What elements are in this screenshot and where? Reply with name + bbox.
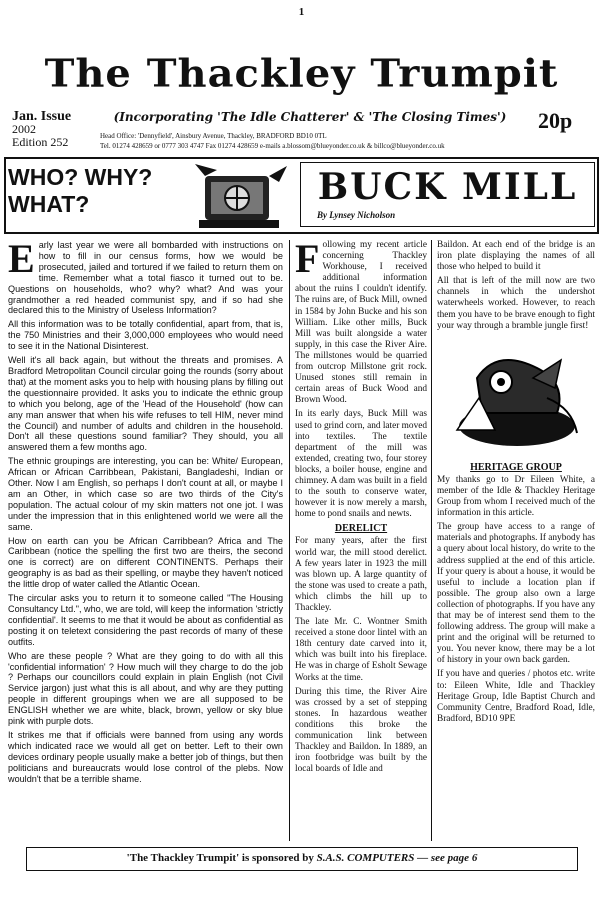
sponsor-paper-name: 'The Thackley Trumpit' bbox=[126, 852, 240, 864]
subtitle: (Incorporating 'The Idle Chatterer' & 'The Closing Times') bbox=[113, 110, 507, 124]
paragraph: All this information was to be totally confidential, apart from, that is, the 750 Ministries and their 3,000,000 employees who would need to see it in the National Disinterest. bbox=[8, 319, 283, 352]
sponsor-text: is sponsored by bbox=[241, 852, 314, 864]
headline-who-why-what bbox=[8, 164, 188, 218]
column-divider bbox=[431, 240, 432, 841]
paragraph-text: ollowing my recent article concerning Thackley Workhouse, I received additional information about the ruins I couldn't identify. The ruins are, of Buck Mill, owned in 1584 by John Bucke and his son William. Like other mills, Buck Mill was built alongside a water supply, in this case the River Aire. The millstones would be quarried from outcrop Millstone grit rock. Unused stones still remain in certain areas of Buck Wood and Brown Wood. bbox=[295, 240, 427, 406]
paragraph: All that is left of the mill now are two channels in which the undershot waterwheels worked. However, to reach them you have to be brave enough to fight your way through a bramble jungle first! bbox=[437, 276, 595, 331]
paragraph: For many years, after the first world war, the mill stood derelict. A few years later in 1923 the mill was blown up. A large quantity of the stone was used to create a path, which climbs the hill up to Thackley. bbox=[295, 536, 427, 613]
masthead-title: The Thackley Trumpit bbox=[44, 51, 559, 96]
paragraph: The late Mr. C. Wontner Smith received a stone door lintel with an 18th century date carved into it, which was built into his fireplace. He was in charge of Esholt Sewage Works at the time. bbox=[295, 617, 427, 683]
issue-label: Jan. Issue bbox=[12, 109, 72, 124]
headline-line-2: WHAT? bbox=[8, 191, 90, 217]
paragraph-text: arly last year we were all bombarded with instructions on how to fill in our census forms, how we would be prosecuted, jailed and tortured if we failed to return them on time. Remember what a total fiasco it turned out to be. Questions on households, who? why? what? And was your grandmother a red headed communist spy, and if so had she declared this to the Ministry of Useless Information? bbox=[8, 240, 283, 316]
crest-icon bbox=[195, 160, 290, 232]
section-heading-derelict: DERELICT bbox=[334, 523, 388, 535]
drop-cap: F bbox=[295, 240, 320, 281]
paragraph: Who are these people ? What are they going to do with all this 'confidential information' ? How much will they charge to do the job ? Perhaps our councillors could explain in plain English (not Civil Service jargon) just what this is all about, and why are they putting people in different groupings when we are all supposed to be ENGLISH whether we are white, black, brown, yellow or sky blue pink with purple dots. bbox=[8, 650, 283, 727]
head-office-contacts: Tel. 01274 428659 or 0777 303 4747 Fax 01274 428659 e-mails a.blossom@blueyonder.co.uk & billco@blueyonder.co.uk bbox=[100, 142, 445, 150]
article-who-why-what bbox=[8, 240, 283, 840]
page-number: 1 bbox=[298, 6, 305, 18]
issue-edition: Edition 252 bbox=[12, 135, 69, 149]
paragraph: How on earth can you be African Carribbean? Africa and The Caribbean (notice the spelling the first two are theirs, the second one is correct) are on different CONTINENTS. Perhaps their geography is as bad as their spelling, or maybe they haven't noticed the little drop of water called the Atlantic Ocean. bbox=[8, 535, 283, 590]
buck-mill-title: BUCK MILL bbox=[317, 166, 578, 208]
price: 20p bbox=[538, 108, 573, 133]
issue-info bbox=[12, 110, 71, 149]
paragraph: In its early days, Buck Mill was used to grind corn, and later moved into textiles. The textile department of the mill was extended, creating two, four storey blocks, a boiler house, engine and chimney. A dam was built in a field to the south to conserve water, however it is now merely a marsh, home to pond snails and newts. bbox=[295, 409, 427, 520]
article-byline: By Lynsey Nicholson bbox=[317, 210, 396, 220]
sponsor-line bbox=[26, 852, 578, 864]
article-buck-mill-part-1 bbox=[295, 240, 427, 840]
sponsor-company: S.A.S. COMPUTERS bbox=[316, 852, 415, 864]
sponsor-page-link[interactable]: — see page 6 bbox=[417, 852, 478, 864]
paragraph: The group have access to a range of materials and photographs. If anybody has a query about local history, do write to the address supplied at the end of this article. If your query is about a house, it would be useful to include a location plan if possible. The group also own a large collection of photographs. If you have any that may be of interest send them to the following address. The group will make a print and the original will be returned to you. You never know, there may be a lot of history in your own back garden. bbox=[437, 522, 595, 666]
paragraph bbox=[8, 240, 283, 316]
section-heading-heritage-group: HERITAGE GROUP bbox=[470, 461, 562, 473]
drop-cap: E bbox=[8, 240, 35, 281]
paragraph: The circular asks you to return it to someone called "The Housing Consultancy Ltd.", who, we are told, will keep the information 'strictly confidential'. It seems to me that it would be about as confidential as posting it on teletext considering the past records of many of these outfits. bbox=[8, 593, 283, 647]
head-office-details bbox=[100, 131, 595, 151]
paragraph bbox=[295, 240, 427, 406]
column-divider bbox=[289, 240, 290, 841]
headline-line-1: WHO? WHY? bbox=[8, 164, 153, 190]
paragraph: It strikes me that if officials were banned from using any words which indicated race we would all get on better. Left to their own devices ordinary people usually make a better job of things, but then politicians and bureaucrats would lose control of the plebs. Now wouldn't that be a terrible shame. bbox=[8, 729, 283, 784]
paragraph: Well it's all back again, but without the threats and promises. A Bradford Metropolitan Council circular going the rounds (sorry about that) at the moment asks you to help with housing plans by filling out the questionnaire provided. It asks you to indicate the ethnic group to which you belong, age of the 'Head of the Household' (how can any man answer that when his wife refuses to tell HIM, never mind the Council) and number of adults and children in the household. Don't all these questions sound familiar? They should, you all answered them a few months ago. bbox=[8, 355, 283, 453]
paragraph: The ethnic groupings are interesting, you can be: White/ European, African or African Carribbean, Pakistani, Bangladeshi, Indian or Other. Now I am English, so perhaps I don't count at all, or maybe I am an Other, in which case so are two thirds of the City's population. The actual colour of my skin matters not one jot. I was under the impression that in this enlightened world we were all the same. bbox=[8, 456, 283, 532]
mill-cartoon-illustration bbox=[437, 338, 595, 458]
paragraph: My thanks go to Dr Eileen White, a member of the Idle & Thackley Heritage Group from whom I received much of the information in this article. bbox=[437, 474, 595, 519]
paragraph: If you have and queries / photos etc. write to: Eileen White, Idle and Thackley Heritage Group, Idle Baptist Church and Community Centre, Bradford Road, Idle, Bradford, BD10 9PE bbox=[437, 669, 595, 724]
paragraph: Baildon. At each end of the bridge is an iron plate displaying the names of all those who helped to build it bbox=[437, 240, 595, 273]
head-office-address: Head Office: 'Dennyfield', Ainsbury Avenue, Thackley, BRADFORD BD10 0TL bbox=[100, 132, 327, 140]
article-buck-mill-part-2 bbox=[437, 240, 595, 840]
issue-year: 2002 bbox=[12, 122, 36, 136]
paragraph: During this time, the River Aire was crossed by a set of stepping stones. In hazardous weather conditions this broke the communication link between Thackley and Baildon. In 1889, an iron footbridge was built by the local boards of Idle and bbox=[295, 686, 427, 775]
